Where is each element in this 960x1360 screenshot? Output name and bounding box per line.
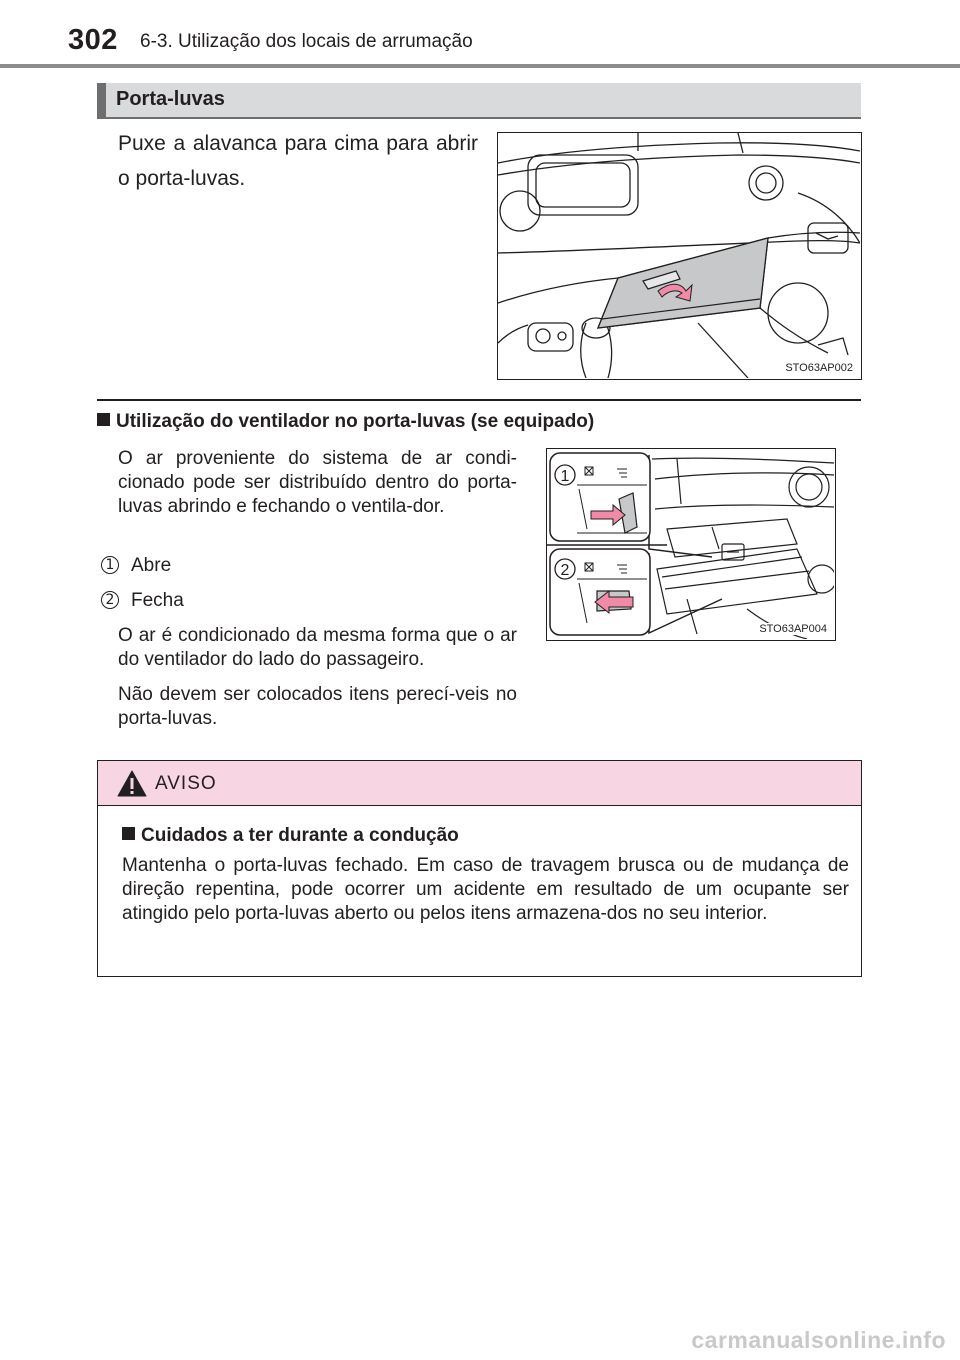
square-bullet-icon [97,413,110,426]
callout-2 [555,559,575,579]
fan-paragraph-3: Não devem ser colocados itens perecí-veis no porta-luvas. [118,684,517,729]
square-bullet-icon [122,827,135,840]
chapter-title: 6-3. Utilização dos locais de arrumação [140,31,473,52]
figure-glovebox-lever [497,132,862,380]
header-rule [0,64,960,68]
glovebox-lever-illustration [498,133,860,378]
watermark: carmanualsonline.info [691,1327,946,1353]
step-number: 1 [101,556,119,574]
step-label: Abre [131,555,172,576]
page-number: 302 [68,24,118,56]
callout-1-label: 1 [560,468,570,485]
warning-label: AVISO [155,773,217,794]
section-divider [97,399,861,401]
step-item [101,555,171,577]
section-banner [97,83,861,119]
callout-2-label: 2 [560,562,570,579]
step-number: 2 [101,591,119,609]
callout-1 [555,465,575,485]
warning-triangle-icon [117,770,147,797]
fan-paragraph-2: O ar é condicionado da mesma forma que o ar do ventilador do lado do passageiro. [118,625,517,670]
figure-glovebox-fan [546,448,836,641]
fan-heading [97,411,594,433]
fan-heading-text: Utilização do ventilador no porta-luvas (se equipado) [116,411,595,432]
fan-paragraph-1: O ar proveniente do sistema de ar condi-cionado pode ser distribuído dentro do porta-luvas abrindo e fechando o ventila-dor. [118,448,517,517]
glovebox-fan-illustration [547,449,834,639]
step-label: Fecha [131,590,184,611]
warning-heading-text: Cuidados a ter durante a condução [141,825,459,846]
warning-header [98,761,861,806]
warning-box [97,760,862,977]
figure2-code: STO63AP004 [759,623,827,635]
section-banner-bar [97,83,106,117]
step-item [101,590,184,612]
section-title: Porta-luvas [116,88,225,110]
figure1-code: STO63AP002 [785,362,853,374]
warning-text: Mantenha o porta-luvas fechado. Em caso de travagem brusca ou de mudança de direção repentina, pode ocorrer um acidente em resultado de um ocupante ser atingido pelo porta-luvas aberto ou pelos itens armazena-dos no seu interior. [122,855,849,924]
warning-heading [122,825,459,847]
intro-text: Puxe a alavanca para cima para abrir o porta-luvas. [118,132,478,190]
